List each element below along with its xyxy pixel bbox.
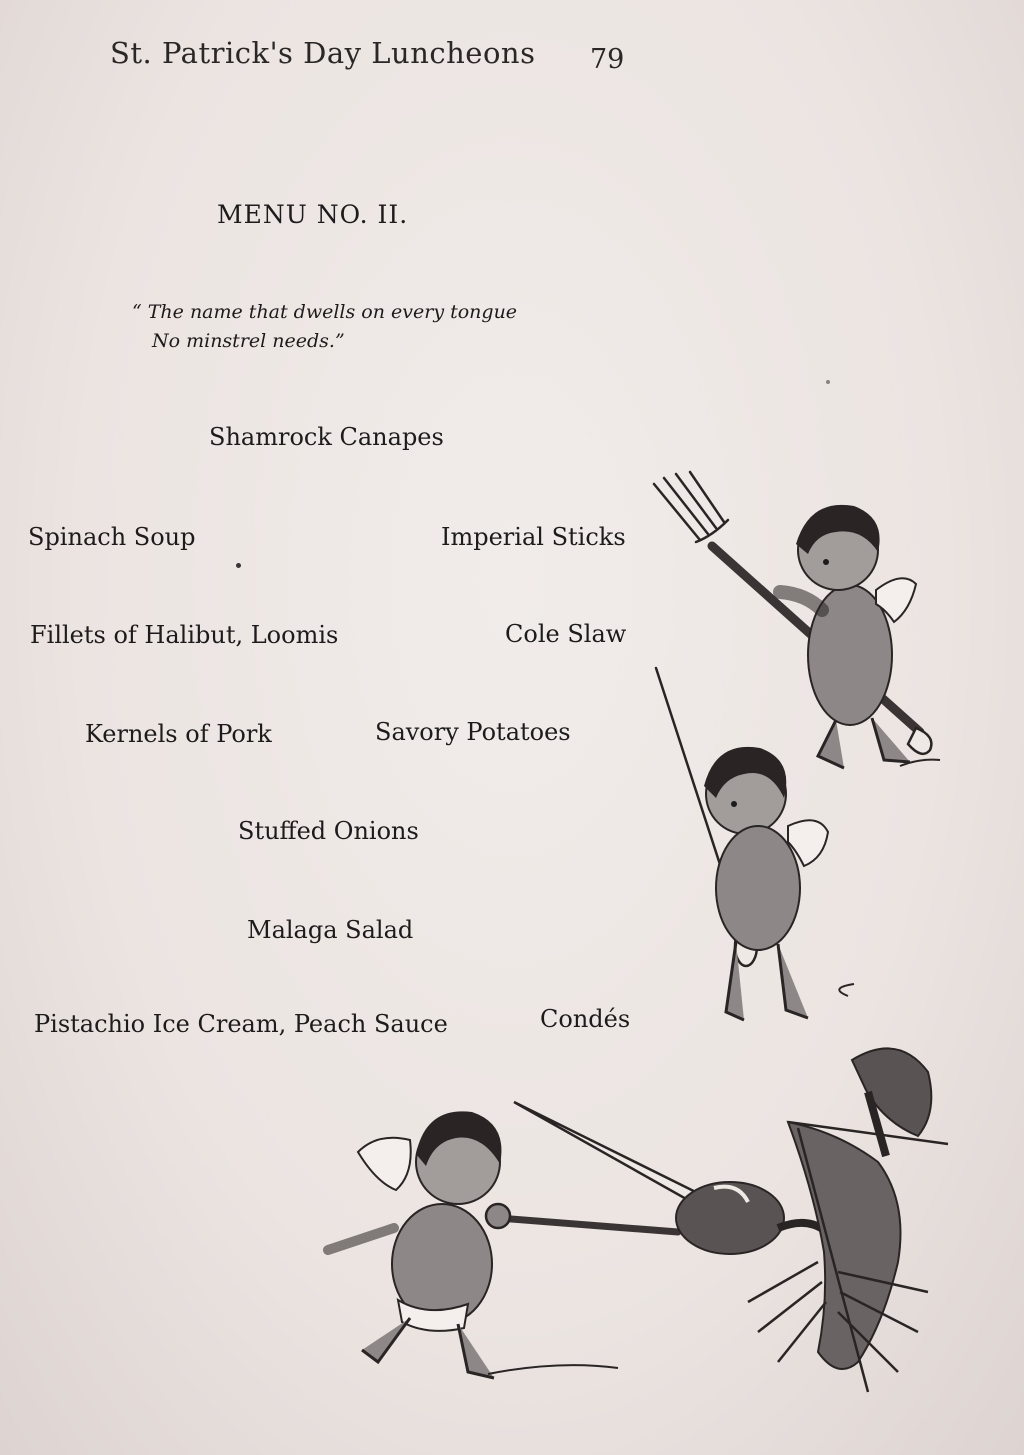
running-title: St. Patrick's Day Luncheons: [110, 36, 536, 70]
cherub-spoon-icon: [648, 662, 868, 1034]
dish-spinach-soup: Spinach Soup: [28, 523, 196, 551]
dish-stuffed-onions: Stuffed Onions: [238, 817, 419, 845]
page-number: 79: [590, 44, 625, 75]
cherub-lobster-icon: [318, 1032, 958, 1412]
ink-speck: [236, 563, 241, 568]
dish-kernels-pork: Kernels of Pork: [85, 720, 272, 748]
dish-pistachio-ice-cream: Pistachio Ice Cream, Peach Sauce: [34, 1010, 448, 1038]
epigraph: [132, 298, 517, 356]
dish-cole-slaw: Cole Slaw: [505, 620, 627, 648]
dish-shamrock-canapes: Shamrock Canapes: [209, 423, 444, 451]
menu-title: MENU NO. II.: [217, 200, 409, 229]
dish-condes: Condés: [540, 1005, 631, 1033]
ink-speck: [826, 380, 830, 384]
dish-savory-potatoes: Savory Potatoes: [375, 718, 571, 746]
dish-imperial-sticks: Imperial Sticks: [441, 523, 626, 551]
dish-malaga-salad: Malaga Salad: [247, 916, 414, 944]
epigraph-line-1: “ The name that dwells on every tongue: [132, 301, 518, 323]
epigraph-line-2: No minstrel needs.”: [152, 330, 345, 352]
dish-fillets-halibut: Fillets of Halibut, Loomis: [30, 621, 339, 649]
